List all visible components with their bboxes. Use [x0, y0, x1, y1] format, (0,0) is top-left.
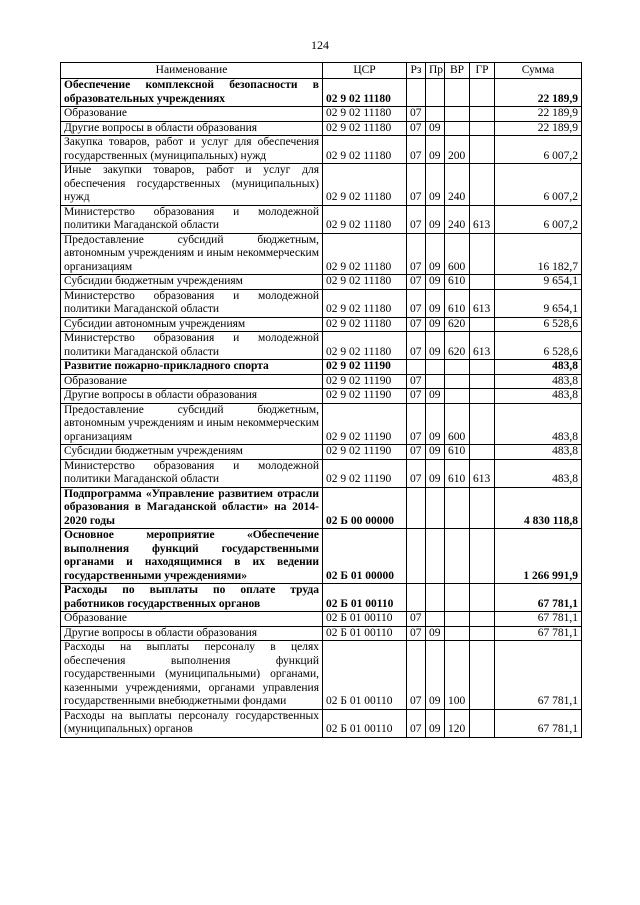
cell-pr: 09	[426, 136, 445, 164]
cell-vr	[445, 487, 470, 529]
cell-vr: 600	[445, 403, 470, 445]
col-header-name: Наименование	[61, 63, 323, 79]
cell-csr: 02 Б 01 00110	[323, 612, 407, 627]
cell-name: Министерство образования и молодежной политики Магаданской области	[61, 289, 323, 317]
cell-pr: 09	[426, 233, 445, 275]
table-row	[61, 360, 582, 375]
table-row	[61, 233, 582, 275]
cell-vr	[445, 584, 470, 612]
cell-name: Образование	[61, 612, 323, 627]
cell-gr	[470, 529, 495, 584]
table-row	[61, 374, 582, 389]
cell-vr	[445, 360, 470, 375]
cell-sum: 483,8	[495, 374, 582, 389]
cell-rz	[407, 584, 426, 612]
cell-name: Подпрограмма «Управление развитием отрасли образования в Магаданской области» на 2014-2020 годы	[61, 487, 323, 529]
table-row	[61, 317, 582, 332]
cell-pr: 09	[426, 626, 445, 641]
cell-sum: 483,8	[495, 403, 582, 445]
cell-name: Образование	[61, 107, 323, 122]
cell-vr: 610	[445, 289, 470, 317]
cell-vr: 610	[445, 445, 470, 460]
cell-pr	[426, 374, 445, 389]
table-row	[61, 626, 582, 641]
cell-rz: 07	[407, 275, 426, 290]
cell-vr: 200	[445, 136, 470, 164]
cell-pr: 09	[426, 317, 445, 332]
cell-rz: 07	[407, 317, 426, 332]
cell-sum: 67 781,1	[495, 709, 582, 737]
cell-gr	[470, 641, 495, 710]
cell-csr: 02 9 02 11180	[323, 332, 407, 360]
cell-rz	[407, 360, 426, 375]
cell-csr: 02 Б 01 00110	[323, 709, 407, 737]
cell-csr: 02 Б 01 00000	[323, 529, 407, 584]
cell-sum: 67 781,1	[495, 641, 582, 710]
cell-sum: 22 189,9	[495, 107, 582, 122]
table-row	[61, 332, 582, 360]
cell-pr: 09	[426, 459, 445, 487]
cell-sum: 22 189,9	[495, 121, 582, 136]
table-row	[61, 205, 582, 233]
cell-gr	[470, 121, 495, 136]
cell-vr: 600	[445, 233, 470, 275]
table-row	[61, 612, 582, 627]
cell-name: Образование	[61, 374, 323, 389]
table-row	[61, 487, 582, 529]
cell-pr: 09	[426, 289, 445, 317]
cell-name: Расходы на выплаты персоналу государственных (муниципальных) органов	[61, 709, 323, 737]
table-row	[61, 275, 582, 290]
cell-rz: 07	[407, 709, 426, 737]
cell-vr	[445, 529, 470, 584]
cell-sum: 483,8	[495, 459, 582, 487]
cell-rz: 07	[407, 626, 426, 641]
cell-rz: 07	[407, 332, 426, 360]
cell-name: Другие вопросы в области образования	[61, 626, 323, 641]
table-row	[61, 121, 582, 136]
col-header-gr: ГР	[470, 63, 495, 79]
cell-vr	[445, 626, 470, 641]
cell-csr: 02 9 02 11180	[323, 317, 407, 332]
cell-gr	[470, 317, 495, 332]
cell-pr: 09	[426, 332, 445, 360]
cell-gr: 613	[470, 289, 495, 317]
cell-csr: 02 Б 01 00110	[323, 584, 407, 612]
budget-table	[60, 62, 582, 738]
cell-sum: 483,8	[495, 360, 582, 375]
cell-pr: 09	[426, 275, 445, 290]
cell-vr	[445, 612, 470, 627]
cell-sum: 9 654,1	[495, 275, 582, 290]
cell-rz: 07	[407, 164, 426, 206]
cell-sum: 1 266 991,9	[495, 529, 582, 584]
cell-rz: 07	[407, 289, 426, 317]
cell-rz	[407, 487, 426, 529]
cell-rz: 07	[407, 389, 426, 404]
cell-sum: 67 781,1	[495, 584, 582, 612]
cell-csr: 02 9 02 11180	[323, 275, 407, 290]
cell-csr: 02 9 02 11180	[323, 121, 407, 136]
col-header-rz: Рз	[407, 63, 426, 79]
cell-name: Основное мероприятие «Обеспечение выполнения функций государственными органами и находящимися в их ведении государственными учреждениями»	[61, 529, 323, 584]
cell-csr: 02 9 02 11190	[323, 360, 407, 375]
table-row	[61, 445, 582, 460]
cell-vr	[445, 79, 470, 107]
cell-vr	[445, 107, 470, 122]
table-row	[61, 107, 582, 122]
cell-csr: 02 9 02 11180	[323, 136, 407, 164]
cell-vr: 240	[445, 205, 470, 233]
cell-name: Другие вопросы в области образования	[61, 389, 323, 404]
cell-csr: 02 9 02 11190	[323, 403, 407, 445]
cell-vr: 120	[445, 709, 470, 737]
cell-pr	[426, 107, 445, 122]
cell-pr	[426, 487, 445, 529]
cell-gr	[470, 107, 495, 122]
table-row	[61, 459, 582, 487]
cell-sum: 22 189,9	[495, 79, 582, 107]
cell-sum: 16 182,7	[495, 233, 582, 275]
cell-gr: 613	[470, 205, 495, 233]
page-number: 124	[311, 38, 329, 52]
table-row	[61, 289, 582, 317]
cell-sum: 9 654,1	[495, 289, 582, 317]
table-row	[61, 641, 582, 710]
cell-name: Министерство образования и молодежной политики Магаданской области	[61, 205, 323, 233]
cell-csr: 02 9 02 11180	[323, 107, 407, 122]
cell-name: Обеспечение комплексной безопасности в образовательных учреждениях	[61, 79, 323, 107]
cell-rz: 07	[407, 233, 426, 275]
cell-name: Субсидии бюджетным учреждениям	[61, 445, 323, 460]
cell-csr: 02 Б 01 00110	[323, 626, 407, 641]
cell-gr	[470, 136, 495, 164]
cell-gr	[470, 612, 495, 627]
cell-csr: 02 Б 00 00000	[323, 487, 407, 529]
cell-pr: 09	[426, 709, 445, 737]
cell-vr	[445, 374, 470, 389]
cell-name: Субсидии автономным учреждениям	[61, 317, 323, 332]
cell-pr	[426, 79, 445, 107]
table-row	[61, 164, 582, 206]
table-body	[61, 79, 582, 738]
table-row	[61, 136, 582, 164]
cell-rz: 07	[407, 403, 426, 445]
cell-rz: 07	[407, 459, 426, 487]
cell-name: Расходы на выплаты персоналу в целях обеспечения выполнения функций государственными (муниципальными) органами, казенными учреждениями, органами управления государственными внебюджетными фондами	[61, 641, 323, 710]
cell-gr	[470, 487, 495, 529]
cell-csr: 02 Б 01 00110	[323, 641, 407, 710]
cell-gr	[470, 403, 495, 445]
cell-rz: 07	[407, 445, 426, 460]
cell-pr: 09	[426, 641, 445, 710]
cell-gr	[470, 164, 495, 206]
cell-vr: 620	[445, 317, 470, 332]
table-row	[61, 529, 582, 584]
cell-pr: 09	[426, 121, 445, 136]
cell-gr	[470, 233, 495, 275]
table-row	[61, 584, 582, 612]
cell-csr: 02 9 02 11180	[323, 79, 407, 107]
cell-gr	[470, 374, 495, 389]
cell-gr: 613	[470, 332, 495, 360]
cell-name: Предоставление субсидий бюджетным, автономным учреждениям и иным некоммерческим организациям	[61, 233, 323, 275]
cell-rz: 07	[407, 612, 426, 627]
cell-pr	[426, 612, 445, 627]
cell-sum: 483,8	[495, 445, 582, 460]
cell-vr: 240	[445, 164, 470, 206]
cell-pr: 09	[426, 164, 445, 206]
cell-vr	[445, 121, 470, 136]
cell-rz: 07	[407, 107, 426, 122]
cell-name: Иные закупки товаров, работ и услуг для обеспечения государственных (муниципальных) нужд	[61, 164, 323, 206]
cell-pr: 09	[426, 389, 445, 404]
cell-name: Министерство образования и молодежной политики Магаданской области	[61, 459, 323, 487]
table-row	[61, 79, 582, 107]
cell-gr	[470, 626, 495, 641]
cell-vr: 100	[445, 641, 470, 710]
cell-sum: 6 007,2	[495, 164, 582, 206]
cell-sum: 6 528,6	[495, 317, 582, 332]
cell-name: Другие вопросы в области образования	[61, 121, 323, 136]
cell-sum: 6 007,2	[495, 205, 582, 233]
cell-gr	[470, 389, 495, 404]
cell-sum: 67 781,1	[495, 626, 582, 641]
cell-csr: 02 9 02 11180	[323, 164, 407, 206]
cell-csr: 02 9 02 11190	[323, 459, 407, 487]
cell-name: Министерство образования и молодежной политики Магаданской области	[61, 332, 323, 360]
cell-sum: 483,8	[495, 389, 582, 404]
cell-name: Субсидии бюджетным учреждениям	[61, 275, 323, 290]
cell-name: Расходы по выплаты по оплате труда работников государственных органов	[61, 584, 323, 612]
cell-rz: 07	[407, 136, 426, 164]
cell-gr	[470, 360, 495, 375]
cell-pr	[426, 360, 445, 375]
table-row	[61, 389, 582, 404]
cell-csr: 02 9 02 11190	[323, 389, 407, 404]
cell-gr	[470, 275, 495, 290]
cell-pr: 09	[426, 205, 445, 233]
cell-name: Предоставление субсидий бюджетным, автономным учреждениям и иным некоммерческим организациям	[61, 403, 323, 445]
cell-sum: 4 830 118,8	[495, 487, 582, 529]
cell-rz	[407, 529, 426, 584]
cell-csr: 02 9 02 11180	[323, 233, 407, 275]
cell-vr: 610	[445, 275, 470, 290]
cell-vr	[445, 389, 470, 404]
cell-csr: 02 9 02 11190	[323, 445, 407, 460]
cell-vr: 610	[445, 459, 470, 487]
cell-pr: 09	[426, 403, 445, 445]
cell-vr: 620	[445, 332, 470, 360]
cell-csr: 02 9 02 11180	[323, 205, 407, 233]
cell-gr	[470, 79, 495, 107]
cell-sum: 6 007,2	[495, 136, 582, 164]
table-row	[61, 403, 582, 445]
col-header-sum: Сумма	[495, 63, 582, 79]
col-header-vr: ВР	[445, 63, 470, 79]
cell-gr	[470, 584, 495, 612]
col-header-pr: Пр	[426, 63, 445, 79]
cell-sum: 67 781,1	[495, 612, 582, 627]
cell-name: Развитие пожарно-прикладного спорта	[61, 360, 323, 375]
cell-pr: 09	[426, 445, 445, 460]
cell-pr	[426, 529, 445, 584]
cell-csr: 02 9 02 11190	[323, 374, 407, 389]
cell-gr	[470, 709, 495, 737]
cell-pr	[426, 584, 445, 612]
cell-rz: 07	[407, 641, 426, 710]
cell-rz: 07	[407, 374, 426, 389]
table-header-row	[61, 63, 582, 79]
table-row	[61, 709, 582, 737]
cell-gr: 613	[470, 459, 495, 487]
col-header-csr: ЦСР	[323, 63, 407, 79]
cell-rz	[407, 79, 426, 107]
cell-sum: 6 528,6	[495, 332, 582, 360]
cell-rz: 07	[407, 121, 426, 136]
cell-name: Закупка товаров, работ и услуг для обеспечения государственных (муниципальных) нужд	[61, 136, 323, 164]
cell-csr: 02 9 02 11180	[323, 289, 407, 317]
cell-gr	[470, 445, 495, 460]
cell-rz: 07	[407, 205, 426, 233]
